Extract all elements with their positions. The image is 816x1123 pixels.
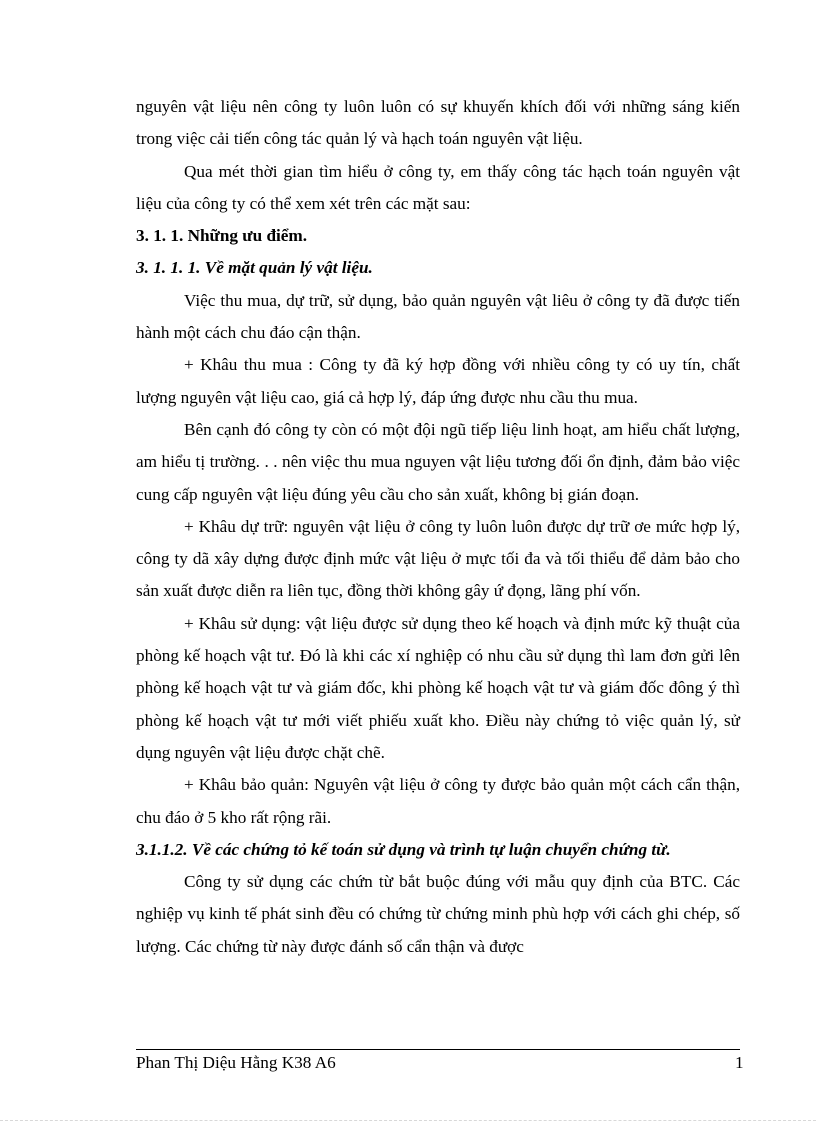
page-number: 1 [735, 1053, 744, 1072]
paragraph-intro: Qua mét thời gian tìm hiểu ở công ty, em thấy công tác hạch toán nguyên vật liệu của công ty có thể xem xét trên các mặt sau: [136, 161, 740, 213]
footer-divider [136, 1049, 740, 1050]
paragraph-purchasing: + Khâu thu mua : Công ty đã ký hợp đồng với nhiều công ty có uy tín, chất lượng nguyên vật liệu cao, giá cả hợp lý, đáp ứng được nhu cầu thu mua. [136, 355, 740, 407]
footer-author: Phan Thị Diệu Hằng K38 A6 [136, 1053, 336, 1072]
subsection-heading-documents: 3.1.1.2. Về các chứng tỏ kế toán sử dụng và trình tự luận chuyển chứng từ. [136, 839, 671, 859]
paragraph-continuation: nguyên vật liệu nên công ty luôn luôn có sự khuyến khích đối với những sáng kiến trong việc cải tiến công tác quản lý và hạch toán nguyên vật liệu. [136, 97, 740, 149]
paragraph-documents: Công ty sử dụng các chứn từ bắt buộc đúng với mẫu quy định của BTC. Các nghiệp vụ kinh tế phát sinh đều có chứng từ chứng minh phù hợp với cách ghi chép, số lượng. Các chứng từ này được đánh số cẩn thận và được [136, 872, 740, 956]
paragraph-supply-team: Bên cạnh đó công ty còn có một đội ngũ tiếp liệu linh hoạt, am hiểu chất lượng, am hiểu tị trường. . . nên việc thu mua nguyen vật liệu tương đối ổn định, đảm bảo việc cung cấp nguyên vật liệu đúng yêu cầu cho sản xuất, không bị gián đoạn. [136, 419, 740, 504]
page-bottom-edge [0, 1120, 816, 1121]
section-heading-advantages: 3. 1. 1. Những ưu điểm. [136, 226, 308, 246]
paragraph-storage: + Khâu bảo quản: Nguyên vật liệu ở công ty được bảo quản một cách cẩn thận, chu đáo ở 5 kho rất rộng rãi. [136, 775, 740, 827]
paragraph-usage: + Khâu sử dụng: vật liệu được sử dụng theo kế hoạch và định mức kỹ thuật của phòng kế hoạch vật tư. Đó là khi các xí nghiệp có nhu cầu sử dụng thì lam đơn gửi lên phòng kế hoạch vật tư và giám đốc, khi phòng kế hoạch vật tư và giám đốc đông ý thì phòng kế hoạch vật tư mới viết phiếu xuất kho. Điều này chứng tỏ việc quản lý, sử dụng nguyên vật liệu được chặt chẽ. [136, 613, 740, 762]
document-body [136, 91, 740, 963]
paragraph-overview: Việc thu mua, dự trữ, sử dụng, bảo quản nguyên vật liêu ở công ty đã được tiến hành một cách chu đáo cận thận. [136, 290, 740, 343]
paragraph-reserve: + Khâu dự trữ: nguyên vật liệu ở công ty luôn luôn được dự trữ ơe mức hợp lý, công ty dã xây dựng được định mức vật liệu ở mực tối đa và tối thiểu để dảm bảo cho sản xuất được diễn ra liên tục, đồng thời không gây ứ đọng, lãng phí vốn. [136, 516, 740, 601]
subsection-heading-material-management: 3. 1. 1. 1. Về mặt quản lý vật liệu. [136, 258, 373, 278]
